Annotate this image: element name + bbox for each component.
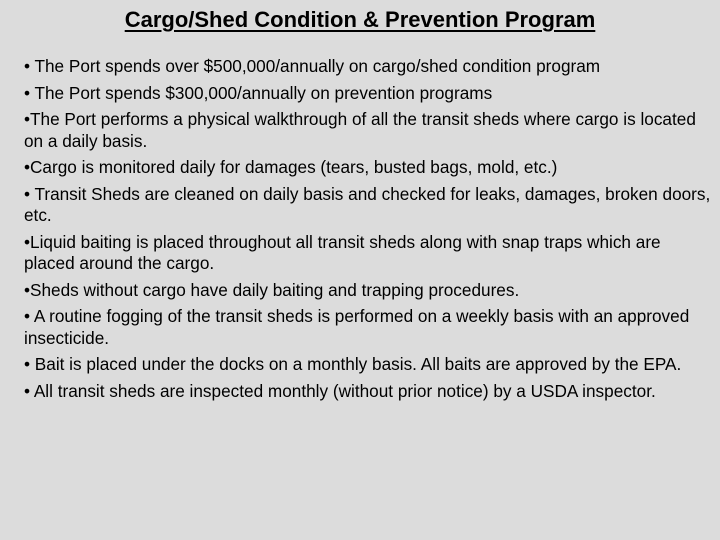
bullet-item: •Cargo is monitored daily for damages (tears, busted bags, mold, etc.) (24, 157, 558, 177)
bullet-item: •Sheds without cargo have daily baiting and trapping procedures. (24, 279, 520, 300)
bullet-item: • All transit sheds are inspected monthly (without prior notice) by a USDA inspector. (24, 380, 656, 401)
bullet-item: •Liquid baiting is placed throughout all transit sheds along with snap traps which are placed around the cargo. (24, 231, 661, 273)
bullet-item: • The Port spends $300,000/annually on prevention programs (24, 82, 493, 103)
bullet-item: • Bait is placed under the docks on a monthly basis. All baits are approved by the EPA. (24, 354, 682, 374)
bullet-list (24, 56, 714, 402)
slide-title: Cargo/Shed Condition & Prevention Program (124, 7, 596, 32)
bullet-item: • The Port spends over $500,000/annually on cargo/shed condition program (24, 56, 601, 76)
bullet-item: • A routine fogging of the transit sheds is performed on a weekly basis with an approved insecticide. (24, 306, 690, 348)
bullet-item: • Transit Sheds are cleaned on daily basis and checked for leaks, damages, broken doors, etc. (24, 183, 711, 225)
bullet-item: •The Port performs a physical walkthrough of all the transit sheds where cargo is located on a daily basis. (24, 109, 696, 151)
